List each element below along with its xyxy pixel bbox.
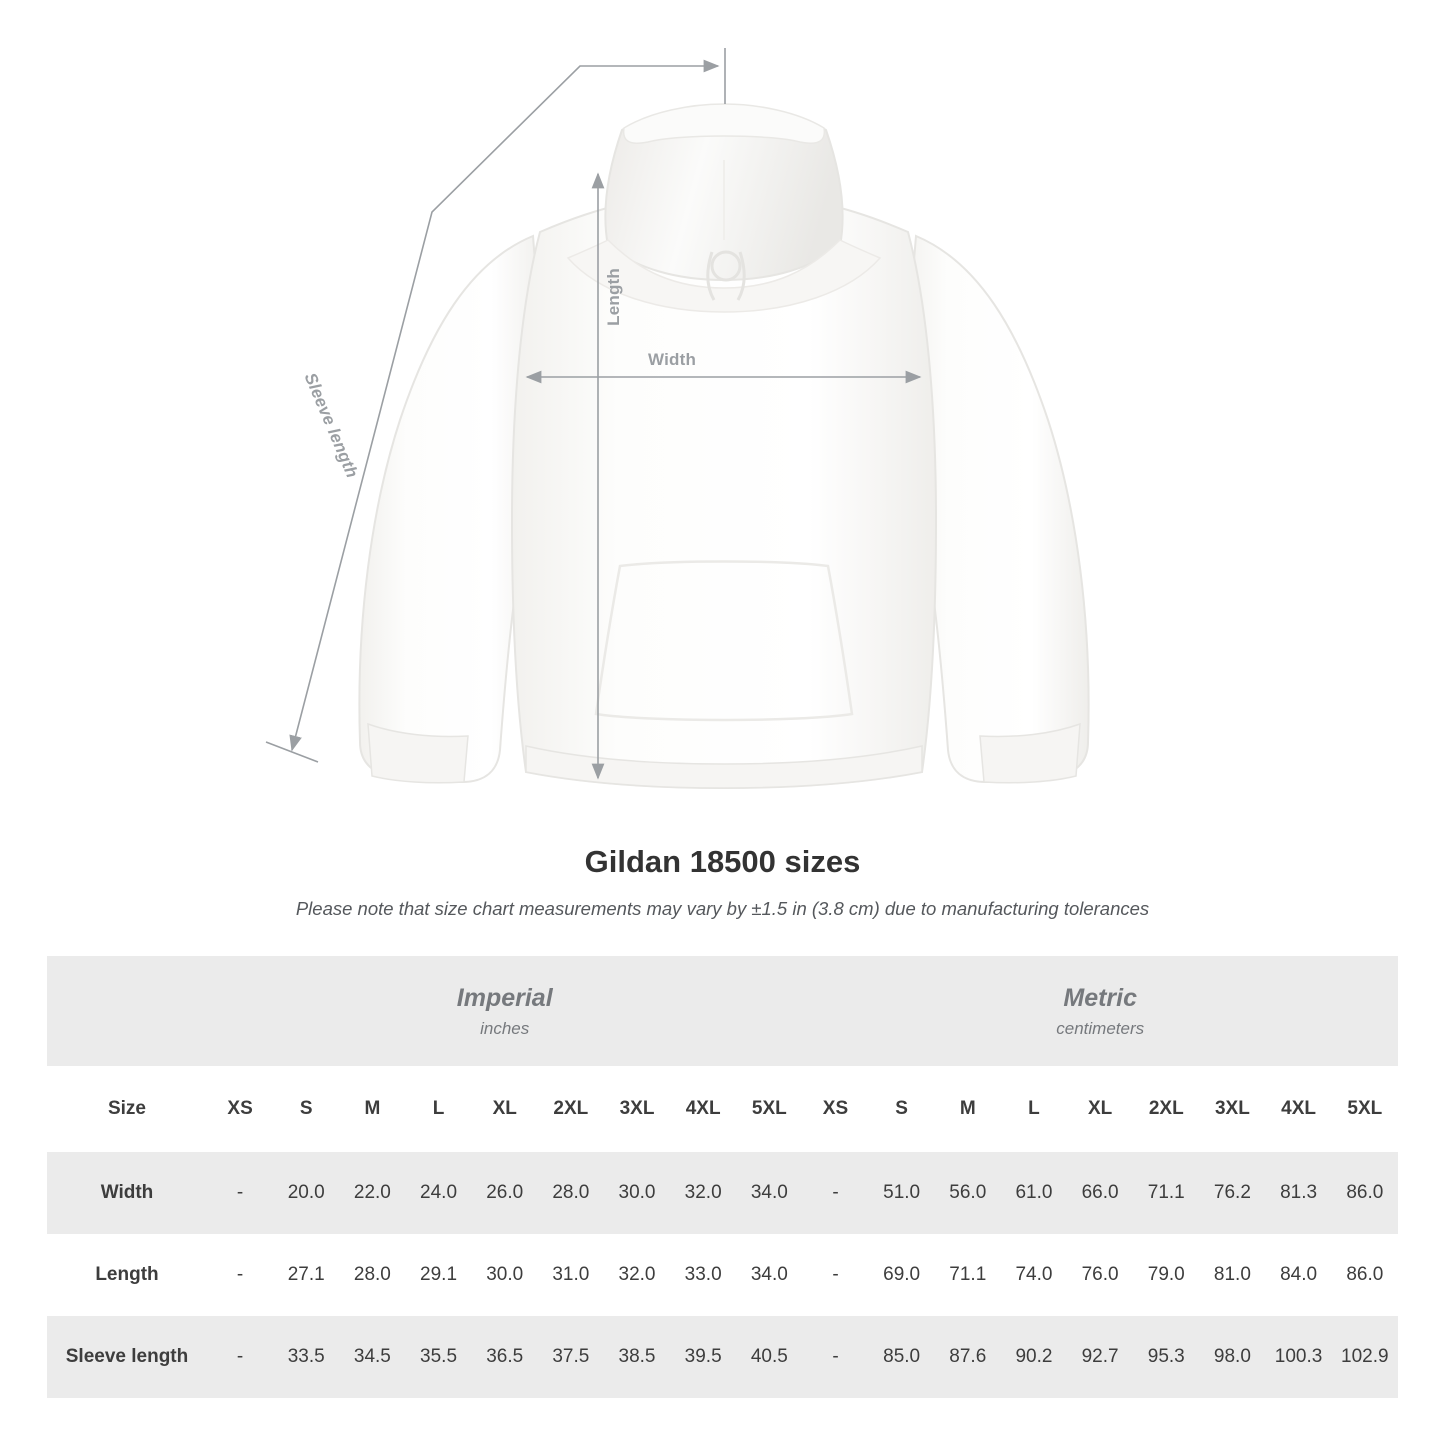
size-header-metric-4xl: 4XL: [1266, 1066, 1332, 1152]
row-label-sleeve-length: Sleeve length: [47, 1316, 207, 1398]
imperial-unit-header: [207, 956, 802, 1066]
length-metric-xl: 76.0: [1067, 1234, 1133, 1316]
sleeve-metric-xs: -: [802, 1316, 868, 1398]
unit-header-row: [47, 956, 1398, 1066]
size-header-imperial-xs: XS: [207, 1066, 273, 1152]
metric-unit-sub: centimeters: [1056, 1018, 1145, 1038]
sleeve-metric-2xl: 95.3: [1133, 1316, 1199, 1398]
size-header-metric-s: S: [869, 1066, 935, 1152]
size-header-metric-l: L: [1001, 1066, 1067, 1152]
sleeve-imperial-5xl: 40.5: [736, 1316, 802, 1398]
length-dimension-label: Length: [604, 268, 623, 326]
length-imperial-3xl: 32.0: [604, 1234, 670, 1316]
size-header-imperial-4xl: 4XL: [670, 1066, 736, 1152]
length-imperial-5xl: 34.0: [736, 1234, 802, 1316]
width-imperial-3xl: 30.0: [604, 1152, 670, 1234]
width-imperial-l: 24.0: [405, 1152, 471, 1234]
width-imperial-xs: -: [207, 1152, 273, 1234]
imperial-unit-sub: inches: [480, 1018, 530, 1038]
width-metric-3xl: 76.2: [1199, 1152, 1265, 1234]
length-imperial-4xl: 33.0: [670, 1234, 736, 1316]
size-header-metric-5xl: 5XL: [1332, 1066, 1398, 1152]
size-header-metric-m: M: [935, 1066, 1001, 1152]
size-header-imperial-l: L: [405, 1066, 471, 1152]
length-metric-3xl: 81.0: [1199, 1234, 1265, 1316]
size-column-header: Size: [47, 1066, 207, 1152]
width-metric-2xl: 71.1: [1133, 1152, 1199, 1234]
width-imperial-s: 20.0: [273, 1152, 339, 1234]
row-label-width: Width: [47, 1152, 207, 1234]
width-imperial-2xl: 28.0: [538, 1152, 604, 1234]
sleeve-metric-s: 85.0: [869, 1316, 935, 1398]
sleeve-metric-m: 87.6: [935, 1316, 1001, 1398]
title-block: [0, 844, 1445, 920]
sleeve-imperial-4xl: 39.5: [670, 1316, 736, 1398]
table-row: [47, 1316, 1398, 1398]
size-header-imperial-s: S: [273, 1066, 339, 1152]
length-imperial-s: 27.1: [273, 1234, 339, 1316]
sleeve-imperial-xl: 36.5: [472, 1316, 538, 1398]
sleeve-imperial-s: 33.5: [273, 1316, 339, 1398]
width-imperial-5xl: 34.0: [736, 1152, 802, 1234]
size-header-row: [47, 1066, 1398, 1152]
unit-row-spacer: [47, 956, 207, 1066]
sleeve-metric-l: 90.2: [1001, 1316, 1067, 1398]
size-header-metric-xl: XL: [1067, 1066, 1133, 1152]
size-header-imperial-2xl: 2XL: [538, 1066, 604, 1152]
width-metric-4xl: 81.3: [1266, 1152, 1332, 1234]
size-header-metric-xs: XS: [802, 1066, 868, 1152]
table-row: [47, 1152, 1398, 1234]
length-imperial-2xl: 31.0: [538, 1234, 604, 1316]
hoodie-shape: [359, 104, 1088, 788]
length-imperial-xs: -: [207, 1234, 273, 1316]
width-imperial-xl: 26.0: [472, 1152, 538, 1234]
metric-unit-name: Metric: [1063, 984, 1138, 1013]
size-header-imperial-5xl: 5XL: [736, 1066, 802, 1152]
length-metric-m: 71.1: [935, 1234, 1001, 1316]
sleeve-metric-3xl: 98.0: [1199, 1316, 1265, 1398]
row-label-length: Length: [47, 1234, 207, 1316]
page-title: Gildan 18500 sizes: [584, 844, 861, 879]
sleeve-imperial-m: 34.5: [339, 1316, 405, 1398]
imperial-unit-name: Imperial: [456, 984, 553, 1013]
sleeve-metric-xl: 92.7: [1067, 1316, 1133, 1398]
sleeve-imperial-l: 35.5: [405, 1316, 471, 1398]
width-metric-5xl: 86.0: [1332, 1152, 1398, 1234]
table-row: [47, 1234, 1398, 1316]
length-metric-2xl: 79.0: [1133, 1234, 1199, 1316]
length-imperial-m: 28.0: [339, 1234, 405, 1316]
sleeve-metric-4xl: 100.3: [1266, 1316, 1332, 1398]
width-imperial-4xl: 32.0: [670, 1152, 736, 1234]
size-header-metric-2xl: 2XL: [1133, 1066, 1199, 1152]
size-chart-table-wrapper: [47, 956, 1398, 1398]
sleeve-imperial-2xl: 37.5: [538, 1316, 604, 1398]
width-metric-l: 61.0: [1001, 1152, 1067, 1234]
length-metric-4xl: 84.0: [1266, 1234, 1332, 1316]
width-metric-xs: -: [802, 1152, 868, 1234]
sleeve-length-dimension-label: Sleeve length: [300, 370, 362, 481]
sleeve-imperial-xs: -: [207, 1316, 273, 1398]
tolerance-note: Please note that size chart measurements may vary by ±1.5 in (3.8 cm) due to manufacturing tolerances: [295, 898, 1150, 919]
length-metric-s: 69.0: [869, 1234, 935, 1316]
width-metric-xl: 66.0: [1067, 1152, 1133, 1234]
length-imperial-l: 29.1: [405, 1234, 471, 1316]
size-header-metric-3xl: 3XL: [1199, 1066, 1265, 1152]
width-metric-s: 51.0: [869, 1152, 935, 1234]
size-header-imperial-m: M: [339, 1066, 405, 1152]
size-chart-table: [47, 956, 1398, 1398]
width-dimension-label: Width: [648, 350, 697, 369]
length-metric-5xl: 86.0: [1332, 1234, 1398, 1316]
length-metric-xs: -: [802, 1234, 868, 1316]
length-metric-l: 74.0: [1001, 1234, 1067, 1316]
sleeve-imperial-3xl: 38.5: [604, 1316, 670, 1398]
length-imperial-xl: 30.0: [472, 1234, 538, 1316]
size-header-imperial-xl: XL: [472, 1066, 538, 1152]
width-metric-m: 56.0: [935, 1152, 1001, 1234]
width-imperial-m: 22.0: [339, 1152, 405, 1234]
metric-unit-header: [802, 956, 1398, 1066]
sleeve-metric-5xl: 102.9: [1332, 1316, 1398, 1398]
size-header-imperial-3xl: 3XL: [604, 1066, 670, 1152]
